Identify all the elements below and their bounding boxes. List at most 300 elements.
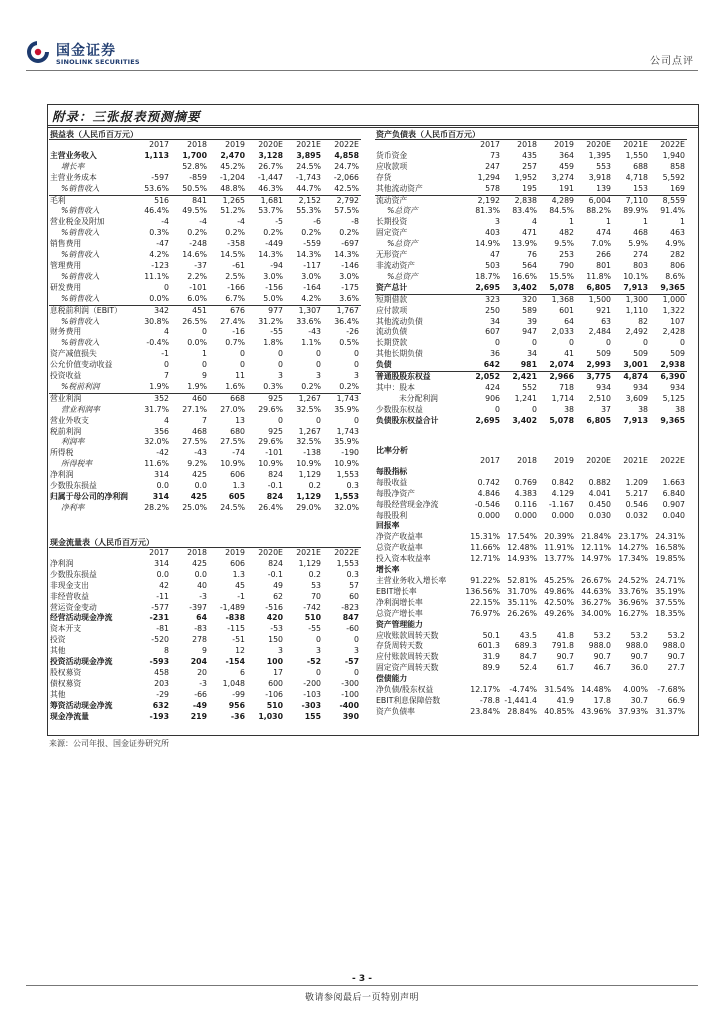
- value-cell: 2,993: [586, 360, 611, 370]
- table-row: [375, 631, 687, 642]
- value-cell: 3.0%: [263, 271, 283, 281]
- value-cell: 11.6%: [144, 459, 169, 469]
- value-cell: 90.7: [556, 652, 574, 662]
- value-cell: -47: [156, 239, 169, 249]
- value-cell: 1.1%: [301, 338, 321, 348]
- row-label: 增长率: [61, 161, 85, 171]
- value-cell: 14.3%: [296, 250, 321, 260]
- value-cell: 2,074: [549, 360, 574, 370]
- value-cell: 1,553: [336, 470, 359, 480]
- value-cell: -593: [149, 657, 169, 667]
- value-cell: 0: [240, 349, 245, 359]
- value-cell: 62: [273, 591, 283, 601]
- table-row: [375, 327, 687, 338]
- value-cell: 3,402: [512, 282, 537, 292]
- value-cell: 451: [171, 305, 209, 316]
- value-cell: 203: [154, 678, 169, 688]
- value-cell: 2,192: [465, 195, 502, 206]
- value-cell: 32.5%: [296, 437, 321, 447]
- value-cell: 34: [527, 349, 537, 359]
- value-cell: 2,152: [285, 195, 323, 206]
- value-cell: 482: [559, 228, 574, 238]
- value-cell: 5,592: [662, 172, 685, 182]
- row-label: 其中：股本: [376, 382, 415, 392]
- table-row: [49, 570, 361, 581]
- year-header-cell: 2019: [225, 140, 245, 149]
- value-cell: 14.48%: [581, 685, 611, 695]
- row-label: 公允价值变动收益: [50, 360, 113, 370]
- table-row: [49, 416, 361, 427]
- year-header-cell: 2018: [187, 548, 207, 557]
- value-cell: 191: [559, 183, 574, 193]
- row-label: 增长率: [376, 565, 400, 575]
- row-label: 非经营收益: [50, 591, 89, 601]
- row-label: 财务费用: [50, 327, 82, 337]
- value-cell: 4.846: [477, 488, 500, 498]
- year-header-row: [375, 140, 687, 151]
- value-cell: 36.27%: [581, 597, 611, 607]
- value-cell: 13: [235, 415, 245, 425]
- value-cell: 1,952: [514, 172, 537, 182]
- table-row: [375, 565, 687, 576]
- value-cell: 5.217: [625, 488, 648, 498]
- value-cell: 0: [495, 338, 500, 348]
- value-cell: 0.7%: [225, 338, 245, 348]
- value-cell: 0.2: [308, 481, 321, 491]
- row-label: 资产管理能力: [376, 619, 423, 629]
- value-cell: -51: [232, 635, 245, 645]
- value-cell: -3: [199, 678, 207, 688]
- table-row: [375, 338, 687, 349]
- value-cell: 91.4%: [660, 206, 685, 216]
- value-cell: -697: [341, 239, 359, 249]
- value-cell: 37: [601, 404, 611, 414]
- value-cell: 0: [202, 327, 207, 337]
- value-cell: 1,550: [625, 150, 648, 160]
- value-cell: -8: [351, 217, 359, 227]
- value-cell: 1,307: [285, 305, 323, 316]
- value-cell: 11.8%: [586, 271, 611, 281]
- value-cell: -36: [230, 711, 245, 721]
- value-cell: 0: [316, 349, 321, 359]
- value-cell: 39: [527, 316, 537, 326]
- report-type-label: 公司点评: [650, 56, 694, 67]
- value-cell: 27.0%: [220, 404, 245, 414]
- value-cell: 2,421: [502, 372, 539, 383]
- table-row: [49, 559, 361, 570]
- table-row: [375, 685, 687, 696]
- value-cell: 1,110: [625, 305, 648, 315]
- value-cell: 0.882: [588, 477, 611, 487]
- value-cell: 458: [154, 667, 169, 677]
- value-cell: 0.742: [477, 477, 500, 487]
- row-label: 固定资产: [376, 228, 408, 238]
- value-cell: 45.2%: [220, 161, 245, 171]
- row-label: 息税前利润（EBIT）: [49, 305, 133, 316]
- table-row: [49, 162, 361, 173]
- row-label: 负债股东权益合计: [376, 415, 439, 425]
- value-cell: 4.2%: [149, 250, 169, 260]
- row-label: 其他: [50, 689, 66, 699]
- value-cell: [539, 521, 576, 532]
- table-row: [375, 598, 687, 609]
- value-cell: 14.3%: [258, 250, 283, 260]
- value-cell: 155: [304, 711, 321, 721]
- table-row: [49, 437, 361, 448]
- value-cell: -193: [149, 711, 169, 721]
- table-row: [375, 620, 687, 631]
- row-label: 销售费用: [50, 239, 82, 249]
- row-label: EBIT利息保障倍数: [376, 695, 441, 705]
- value-cell: -117: [303, 260, 321, 270]
- value-cell: 24.7%: [334, 161, 359, 171]
- row-label: 未分配利润: [399, 393, 438, 403]
- value-cell: 471: [522, 228, 537, 238]
- value-cell: 24.5%: [296, 161, 321, 171]
- row-label: %销售收入: [61, 250, 100, 260]
- value-cell: 55.3%: [296, 206, 321, 216]
- source-note: 来源：公司年报、国金证券研究所: [49, 739, 169, 748]
- table-row: [49, 261, 361, 272]
- value-cell: 22.15%: [470, 597, 500, 607]
- value-cell: 1,368: [539, 294, 576, 305]
- table-row: [375, 478, 687, 489]
- table-row: [49, 448, 361, 459]
- table-row: [49, 459, 361, 470]
- table-row: [49, 646, 361, 657]
- value-cell: 64: [564, 316, 574, 326]
- value-cell: 314: [154, 470, 169, 480]
- value-cell: [576, 620, 613, 631]
- row-label: %销售收入: [61, 316, 100, 326]
- value-cell: 6.7%: [225, 293, 245, 303]
- value-cell: 32.0%: [144, 437, 169, 447]
- value-cell: 14.93%: [507, 554, 537, 564]
- value-cell: 0.000: [551, 510, 574, 520]
- value-cell: 76.97%: [470, 608, 500, 618]
- table-row: [49, 701, 361, 712]
- income-statement-title: 损益表（人民币百万元）: [49, 129, 361, 140]
- value-cell: 4.9%: [665, 239, 685, 249]
- value-cell: 0.2%: [339, 228, 359, 238]
- value-cell: 509: [596, 349, 611, 359]
- value-cell: -5: [275, 217, 283, 227]
- value-cell: 6.840: [662, 488, 685, 498]
- table-row: [375, 696, 687, 707]
- row-label: 流动资产: [375, 195, 465, 206]
- value-cell: 6: [240, 667, 245, 677]
- value-cell: 0: [680, 338, 685, 348]
- value-cell: 30.8%: [144, 316, 169, 326]
- value-cell: [502, 674, 539, 685]
- row-label: 资产减值损失: [50, 349, 97, 359]
- value-cell: 0.000: [477, 510, 500, 520]
- row-label: 现金净流量: [50, 711, 89, 721]
- value-cell: 52.8%: [182, 161, 207, 171]
- table-row: [375, 521, 687, 532]
- row-label: 利润率: [61, 437, 85, 447]
- value-cell: 0: [278, 415, 283, 425]
- year-header-cell: 2017: [480, 456, 500, 465]
- year-header-cell: 2021E: [296, 140, 321, 149]
- value-cell: 0: [316, 635, 321, 645]
- value-cell: 0.032: [625, 510, 648, 520]
- value-cell: 1.3: [232, 569, 245, 579]
- value-cell: [465, 674, 502, 685]
- value-cell: 676: [209, 305, 247, 316]
- table-row: [49, 173, 361, 184]
- table-row: [49, 239, 361, 250]
- value-cell: 0.842: [551, 477, 574, 487]
- value-cell: 1,681: [247, 195, 285, 206]
- value-cell: 89.9: [482, 663, 500, 673]
- value-cell: 66.9: [667, 695, 685, 705]
- ratio-analysis-title: 比率分析: [376, 446, 408, 455]
- table-row: [375, 239, 687, 250]
- value-cell: -823: [341, 602, 359, 612]
- value-cell: 26.7%: [258, 161, 283, 171]
- cash-flow-section: [49, 537, 361, 723]
- value-cell: 4,858: [334, 150, 359, 160]
- value-cell: 42.50%: [544, 597, 574, 607]
- value-cell: 1: [202, 349, 207, 359]
- value-cell: 1,000: [650, 294, 687, 305]
- value-cell: -83: [194, 624, 207, 634]
- value-cell: 23.84%: [470, 706, 500, 716]
- year-header-cell: 2019: [554, 140, 574, 149]
- value-cell: 2,966: [539, 372, 576, 383]
- value-cell: 1: [680, 217, 685, 227]
- value-cell: 12.11%: [581, 543, 611, 553]
- value-cell: 424: [485, 382, 500, 392]
- value-cell: 3.0%: [339, 271, 359, 281]
- table-row: [49, 338, 361, 349]
- value-cell: [465, 565, 502, 576]
- value-cell: 136.56%: [465, 586, 500, 596]
- row-label: 短期借款: [375, 294, 465, 305]
- value-cell: 278: [192, 635, 207, 645]
- value-cell: 37.93%: [618, 706, 648, 716]
- row-label: 资产总计: [376, 282, 408, 292]
- value-cell: 61.7: [556, 663, 574, 673]
- value-cell: 42.5%: [334, 183, 359, 193]
- value-cell: 81.3%: [475, 206, 500, 216]
- value-cell: 801: [596, 260, 611, 270]
- value-cell: 12.17%: [470, 685, 500, 695]
- table-row: [375, 663, 687, 674]
- table-row: [375, 416, 687, 427]
- value-cell: 1,743: [323, 393, 361, 404]
- value-cell: 204: [190, 657, 207, 667]
- value-cell: 2,838: [502, 195, 539, 206]
- value-cell: 9,365: [660, 282, 685, 292]
- value-cell: 6,004: [576, 195, 613, 206]
- value-cell: 0.0%: [149, 293, 169, 303]
- value-cell: 1.8%: [263, 338, 283, 348]
- value-cell: -49: [192, 700, 207, 710]
- value-cell: 60: [349, 591, 359, 601]
- value-cell: -4: [199, 217, 207, 227]
- value-cell: 1.663: [662, 477, 685, 487]
- value-cell: 11.1%: [144, 271, 169, 281]
- value-cell: 52.81%: [507, 575, 537, 585]
- value-cell: 2,492: [625, 327, 648, 337]
- table-row: [375, 195, 687, 206]
- value-cell: 1.3: [232, 481, 245, 491]
- income-statement-table: [49, 140, 361, 514]
- value-cell: 356: [154, 426, 169, 436]
- value-cell: 390: [342, 711, 359, 721]
- value-cell: 41.8: [556, 630, 574, 640]
- value-cell: 5,078: [549, 282, 574, 292]
- row-label: 资本开支: [50, 624, 82, 634]
- value-cell: [576, 674, 613, 685]
- table-row: [49, 206, 361, 217]
- value-cell: 26.5%: [182, 316, 207, 326]
- value-cell: [502, 565, 539, 576]
- value-cell: 12.48%: [507, 543, 537, 553]
- value-cell: 16.6%: [512, 271, 537, 281]
- year-header-cell: 2017: [480, 140, 500, 149]
- value-cell: 41.9: [556, 695, 574, 705]
- value-cell: 921: [596, 305, 611, 315]
- value-cell: 76: [527, 250, 537, 260]
- value-cell: 0.450: [588, 499, 611, 509]
- value-cell: -597: [151, 172, 169, 182]
- table-row: [49, 393, 361, 404]
- value-cell: 19.85%: [655, 554, 685, 564]
- row-label: 总资产增长率: [376, 608, 423, 618]
- value-cell: 24.5%: [220, 502, 245, 512]
- value-cell: -74: [232, 448, 245, 458]
- value-cell: 8,559: [650, 195, 687, 206]
- value-cell: 403: [485, 228, 500, 238]
- company-logo: [26, 38, 156, 70]
- table-row: [375, 272, 687, 283]
- value-cell: 35.11%: [507, 597, 537, 607]
- row-label: 营业利润率: [61, 404, 100, 414]
- value-cell: 509: [633, 349, 648, 359]
- value-cell: 824: [268, 558, 283, 568]
- value-cell: 352: [133, 393, 171, 404]
- value-cell: 32.0%: [334, 502, 359, 512]
- value-cell: [539, 674, 576, 685]
- row-label: 营运资金变动: [50, 602, 97, 612]
- value-cell: 36: [490, 349, 500, 359]
- value-cell: 73: [490, 150, 500, 160]
- value-cell: 342: [133, 305, 171, 316]
- balance-sheet-title: 资产负债表（人民币百万元）: [375, 129, 687, 140]
- value-cell: 906: [485, 393, 500, 403]
- value-cell: 10.1%: [623, 271, 648, 281]
- value-cell: 253: [559, 250, 574, 260]
- table-row: [49, 624, 361, 635]
- value-cell: 82: [638, 316, 648, 326]
- row-label: 回报率: [376, 521, 400, 531]
- value-cell: 0.000: [514, 510, 537, 520]
- value-cell: [539, 467, 576, 478]
- table-row: [375, 489, 687, 500]
- value-cell: 2,510: [588, 393, 611, 403]
- value-cell: 0.3%: [149, 228, 169, 238]
- ratio-analysis-table: [375, 456, 687, 718]
- value-cell: -577: [151, 602, 169, 612]
- row-label: 营业税金及附加: [50, 217, 105, 227]
- value-cell: 10.9%: [334, 459, 359, 469]
- value-cell: 3,402: [512, 415, 537, 425]
- value-cell: -61: [232, 260, 245, 270]
- value-cell: 10.9%: [296, 459, 321, 469]
- value-cell: 1,267: [285, 393, 323, 404]
- value-cell: 934: [596, 382, 611, 392]
- value-cell: 57.5%: [334, 206, 359, 216]
- value-cell: 36.4%: [334, 316, 359, 326]
- value-cell: 64: [196, 613, 207, 623]
- value-cell: 37.55%: [655, 597, 685, 607]
- value-cell: 0: [495, 404, 500, 414]
- value-cell: 51.2%: [220, 206, 245, 216]
- value-cell: 1,322: [662, 305, 685, 315]
- row-label: 总资产收益率: [376, 543, 423, 553]
- value-cell: 925: [247, 393, 285, 404]
- value-cell: 43.96%: [581, 706, 611, 716]
- value-cell: 841: [171, 195, 209, 206]
- value-cell: 84.7: [519, 652, 537, 662]
- value-cell: -164: [303, 282, 321, 292]
- value-cell: -516: [265, 602, 283, 612]
- row-label: 长期贷款: [376, 338, 408, 348]
- value-cell: -101: [189, 282, 207, 292]
- value-cell: 44.7%: [296, 183, 321, 193]
- value-cell: 46.3%: [258, 183, 283, 193]
- value-cell: 40: [197, 580, 207, 590]
- table-row: [49, 272, 361, 283]
- value-cell: 0.2%: [301, 228, 321, 238]
- value-cell: [650, 565, 687, 576]
- year-header-cell: 2019: [554, 456, 574, 465]
- value-cell: 36.96%: [618, 597, 648, 607]
- value-cell: 90.7: [593, 652, 611, 662]
- value-cell: 564: [522, 260, 537, 270]
- value-cell: -26: [346, 327, 359, 337]
- table-row: [375, 707, 687, 718]
- value-cell: 45: [235, 580, 245, 590]
- year-header-blank: [375, 456, 465, 467]
- value-cell: 5.9%: [628, 239, 648, 249]
- value-cell: 589: [522, 305, 537, 315]
- value-cell: -106: [265, 689, 283, 699]
- value-cell: 1.9%: [149, 381, 169, 391]
- row-label: %销售收入: [61, 183, 100, 193]
- table-row: [375, 151, 687, 162]
- value-cell: 15.5%: [549, 271, 574, 281]
- value-cell: 13.77%: [544, 554, 574, 564]
- year-header-blank: [375, 140, 465, 151]
- table-row: [375, 162, 687, 173]
- value-cell: 2,484: [588, 327, 611, 337]
- value-cell: 0.5%: [339, 338, 359, 348]
- table-row: [49, 492, 361, 503]
- row-label: 毛利: [49, 195, 133, 206]
- value-cell: 32.5%: [296, 404, 321, 414]
- row-label: 管理费用: [50, 260, 82, 270]
- value-cell: -200: [303, 678, 321, 688]
- value-cell: 0: [643, 338, 648, 348]
- table-row: [49, 427, 361, 438]
- value-cell: 12: [235, 646, 245, 656]
- value-cell: 2,695: [475, 282, 500, 292]
- value-cell: 0.116: [514, 499, 537, 509]
